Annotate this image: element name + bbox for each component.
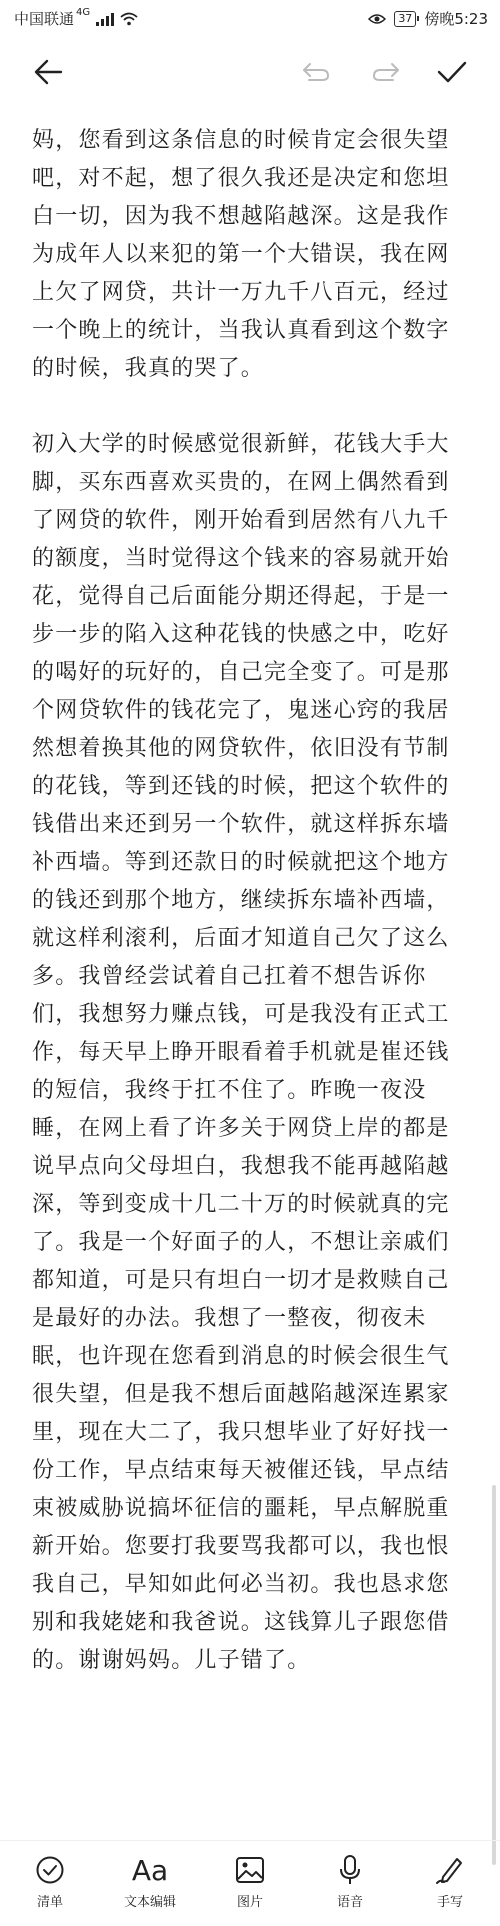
- status-bar: [0, 0, 500, 36]
- redo-icon: [371, 61, 401, 83]
- checklist-label: 清单: [36, 1895, 63, 1910]
- text-format-label: 文本编辑: [123, 1895, 176, 1910]
- confirm-button[interactable]: [432, 52, 472, 92]
- handwriting-label: 手写: [436, 1895, 463, 1910]
- text-format-icon: Aa: [131, 1853, 169, 1887]
- microphone-icon: [338, 1854, 362, 1886]
- voice-button[interactable]: [305, 1841, 395, 1910]
- note-body[interactable]: [32, 122, 468, 1680]
- back-button[interactable]: [28, 52, 68, 92]
- redo-button[interactable]: [366, 52, 406, 92]
- editor-toolbar: [0, 42, 500, 102]
- checklist-button[interactable]: [5, 1841, 95, 1910]
- signal-icon: [96, 12, 114, 26]
- image-button[interactable]: [205, 1841, 295, 1910]
- text-format-button[interactable]: [105, 1841, 195, 1910]
- image-label: 图片: [236, 1895, 263, 1910]
- carrier-name: 中国联通: [14, 10, 75, 28]
- battery-icon: [394, 11, 416, 27]
- scrollbar[interactable]: [492, 1485, 496, 1865]
- note-paragraph: 妈，您看到这条信息的时候肯定会很失望吧，对不起，想了很久我还是决定和您坦白一切，因为我不想越陷越深。这是我作为成年人以来犯的第一个大错误，我在网上欠了网贷，共计一万九千八百元，经过一个晚上的统计，当我认真看到这个数字的时候，我真的哭了。: [32, 128, 450, 381]
- undo-button[interactable]: [296, 52, 336, 92]
- check-icon: [437, 60, 467, 84]
- wifi-icon: [120, 12, 138, 26]
- image-icon: [235, 1856, 265, 1884]
- bottom-toolbar: [0, 1840, 500, 1926]
- note-paragraph: 初入大学的时候感觉很新鲜，花钱大手大脚，买东西喜欢买贵的，在网上偶然看到了网贷的软件，刚开始看到居然有八九千的额度，当时觉得这个钱来的容易就开始花，觉得自己后面能分期还得起，于是一步一步的陷入这种花钱的快感之中，吃好的喝好的玩好的，自己完全变了。可是那个网贷软件的钱花完了，鬼迷心窍的我居然想着换其他的网贷软件，依旧没有节制的花钱，等到还钱的时候，把这个软件的钱借出来还到另一个软件，就这样拆东墙补西墙。等到还款日的时候就把这个地方的钱还到那个地方，继续拆东墙补西墙，就这样利滚利，后面才知道自己欠了这么多。我曾经尝试着自己扛着不想告诉你们，我想努力赚点钱，可是我没有正式工作，每天早上睁开眼看着手机就是崔还钱的短信，我终于扛不住了。昨晚一夜没睡，在网上看了许多关于网贷上岸的都是说早点向父母坦白，我想我不能再越陷越深，等到变成十几二十万的时候就真的完了。我是一个好面子的人，不想让亲戚们都知道，可是只有坦白一切才是救赎自己是最好的办法。我想了一整夜，彻夜未眠，也许现在您看到消息的时候会很生气很失望，但是我不想后面越陷越深连累家里，现在大二了，我只想毕业了好好找一份工作，早点结束每天被催还钱，早点结束被威胁说搞坏征信的噩耗，早点解脱重新开始。您要打我要骂我都可以，我也恨我自己，早知如此何必当初。我也恳求您别和我姥姥和我爸说。这钱算儿子跟您借的。谢谢妈妈。儿子错了。: [32, 432, 450, 1673]
- eye-icon: [368, 13, 386, 25]
- battery-level: 37: [398, 11, 413, 25]
- handwriting-button[interactable]: [405, 1841, 495, 1910]
- clock: 傍晚5:23: [424, 10, 488, 28]
- voice-label: 语音: [336, 1895, 363, 1910]
- undo-icon: [301, 61, 331, 83]
- network-badge: 4G: [76, 7, 91, 18]
- arrow-left-icon: [33, 59, 63, 85]
- handwriting-icon: [435, 1855, 465, 1885]
- checklist-icon: [35, 1855, 65, 1885]
